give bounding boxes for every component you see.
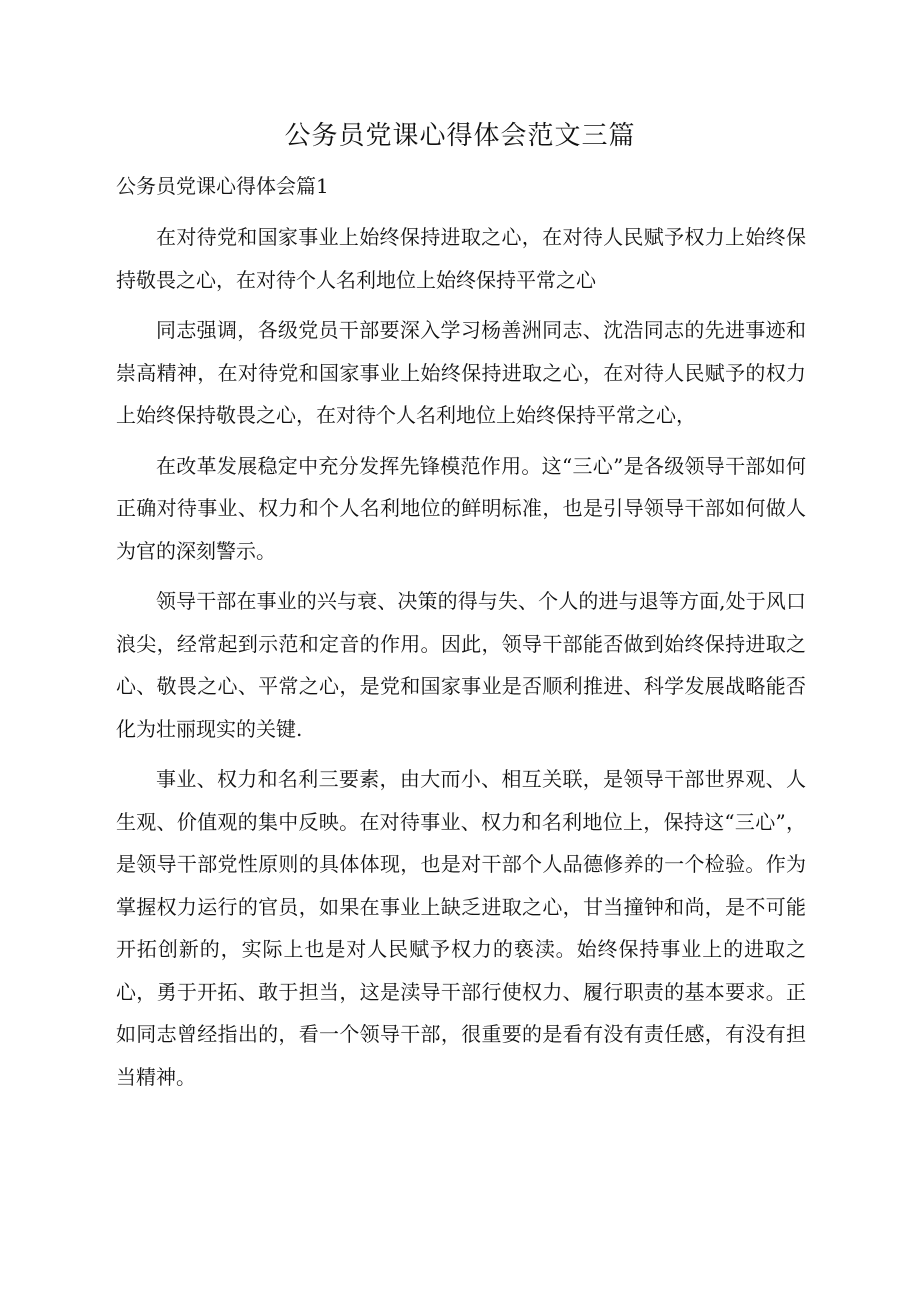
paragraph: 事业、权力和名利三要素，由大而小、相互关联，是领导干部世界观、人生观、价值观的集中反映。在对待事业、权力和名利地位上，保持这“三心”，是领导干部党性原则的具体体现，也是对干部个人品德修养的一个检验。作为掌握权力运行的官员，如果在事业上缺乏进取之心，甘当撞钟和尚，是不可能开拓创新的，实际上也是对人民赋予权力的亵渎。始终保持事业上的进取之心，勇于开拓、敢于担当，这是渎导干部行使权力、履行职责的基本要求。正如同志曾经指出的，看一个领导干部，很重要的是看有没有责任感，有没有担当精神。 bbox=[116, 767, 806, 1089]
paragraph: 在对待党和国家事业上始终保持进取之心，在对待人民赋予权力上始终保持敬畏之心，在对待个人名利地位上始终保持平常之心 bbox=[116, 225, 806, 292]
paragraph: 同志强调，各级党员干部要深入学习杨善洲同志、沈浩同志的先进事迹和崇高精神，在对待党和国家事业上始终保持进取之心，在对待人民赋予的权力上始终保持敬畏之心，在对待个人名利地位上始终保持平常之心， bbox=[116, 318, 806, 427]
paragraph: 领导干部在事业的兴与衰、决策的得与失、个人的进与退等方面,处于风口浪尖，经常起到示范和定音的作用。因此，领导干部能否做到始终保持进取之心、敬畏之心、平常之心，是党和国家事业是否顺利推进、科学发展战略能否化为壮丽现实的关键. bbox=[116, 589, 806, 741]
document-body bbox=[116, 216, 806, 1106]
document-title: 公务员党课心得体会范文三篇 bbox=[284, 121, 636, 151]
section-heading: 公务员党课心得体会篇1 bbox=[116, 174, 329, 198]
paragraph: 在改革发展稳定中充分发挥先锋模范作用。这“三心”是各级领导干部如何正确对待事业、权力和个人名利地位的鲜明标准，也是引导领导干部如何做人为官的深刻警示。 bbox=[116, 453, 806, 563]
